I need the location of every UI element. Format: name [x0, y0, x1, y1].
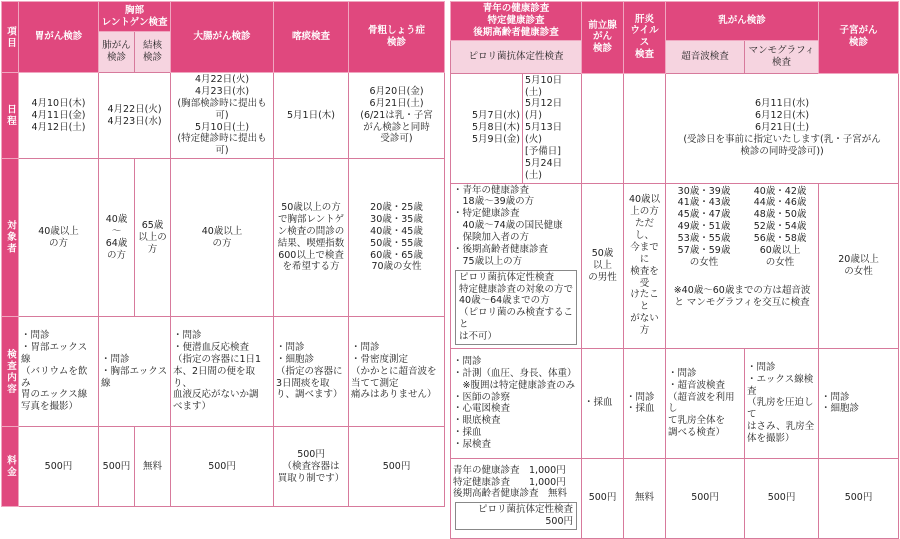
nittei-igan: 4月10日(木) 4月11日(金) 4月12日(土) [19, 73, 99, 159]
kensa-zenritsu: ・採血 [582, 348, 624, 458]
ryokin-shikyu: 500円 [819, 458, 899, 538]
ryokin-mammo: 500円 [745, 458, 819, 538]
header-pylori: ピロリ菌抗体定性検査 [451, 40, 582, 73]
nittei-kenko-b: 5月10日(土) 5月12日(月) 5月13日(火) [予備日] 5月24日(土) [523, 73, 582, 183]
kensa-kyobu: ・問診 ・胸部エックス線 [99, 317, 171, 427]
header-kyobu: 胸部 レントゲン検査 [99, 2, 171, 32]
taisho-kotsuso: 20歳・25歳 30歳・35歳 40歳・45歳 50歳・55歳 60歳・65歳 70歳の女性 [349, 159, 445, 317]
taisho-daicho: 40歳以上 の方 [171, 159, 274, 317]
taisho-nyugan-note: ※40歳～60歳までの方は超音波 と マンモグラフィを交互に検査 [673, 284, 811, 308]
header-igan: 胃がん検診 [19, 2, 99, 73]
row-label-kensa: 検査内容 [2, 317, 19, 427]
kensa-kotsuso: ・問診 ・骨密度測定 （かかとに超音波を 当てて測定 痛みはありません） [349, 317, 445, 427]
taisho-kenko: ・青年の健康診査 18歳～39歳の方 ・特定健康診査 40歳～74歳の国民健康 保険加入者の方 ・後期高齢者健康診査 75歳以上の方 [453, 184, 563, 267]
kensa-kanen: ・問診 ・採血 [624, 348, 666, 458]
ryokin-haigan: 500円 [99, 427, 135, 507]
ryokin-zenritsu: 500円 [582, 458, 624, 538]
header-kakutan: 喀痰検査 [274, 2, 349, 73]
kensa-daicho: ・問診 ・便潜血反応検査 （指定の容器に1日1 本、2日間の便を取り、 血液反応がないか調 べます） [171, 317, 274, 427]
row-label-ryokin: 料金 [2, 427, 19, 507]
ryokin-pylori-note: ピロリ菌抗体定性検査 500円 [455, 502, 577, 530]
taisho-zenritsu: 50歳 以上 の男性 [582, 183, 624, 348]
taisho-shikyu: 20歳以上 の女性 [819, 183, 899, 348]
nittei-zenritsu [582, 73, 624, 183]
nittei-daicho: 4月22日(火) 4月23日(水) (胸部検診時に提出も可) 5月10日(土) (特定健診時に提出も可) [171, 73, 274, 159]
taisho-kekkaku: 65歳 以上の 方 [135, 159, 171, 317]
header-kotsuso: 骨粗しょう症 検診 [349, 2, 445, 73]
kensa-igan: ・問診 ・胃部エックス線 （バリウムを飲み 胃のエックス線 写真を撮影） [19, 317, 99, 427]
left-table [1, 1, 445, 507]
header-kenko: 青年の健康診査 特定健康診査 後期高齢者健康診査 [451, 2, 582, 41]
row-label-nittei: 日程 [2, 73, 19, 159]
header-shikyu: 子宮がん 検診 [819, 2, 899, 74]
taisho-nyugan-cell [666, 183, 819, 348]
koumoku-label: 項目 [2, 2, 19, 73]
taisho-nyugan-ages [666, 186, 818, 269]
header-haigan: 肺がん 検診 [99, 32, 135, 73]
nittei-kenko-a: 5月7日(水) 5月8日(木) 5月9日(金) [451, 73, 523, 183]
kensa-shikyu: ・問診 ・細胞診 [819, 348, 899, 458]
ryokin-kekkaku: 無料 [135, 427, 171, 507]
header-daicho: 大腸がん検診 [171, 2, 274, 73]
header-kekkaku: 結核 検診 [135, 32, 171, 73]
taisho-kakutan: 50歳以上の方 で胸部レントゲ ン検査の問診の 結果、喫煙指数 600以上で検査 を希望する方 [274, 159, 349, 317]
ryokin-choonpa: 500円 [666, 458, 745, 538]
row-label-taisho: 対象者 [2, 159, 19, 317]
taisho-kanen: 40歳以 上の方 ただし、 今までに 検査を受 けたこと がない方 [624, 183, 666, 348]
taisho-haigan: 40歳～ 64歳 の方 [99, 159, 135, 317]
taisho-mammo: 40歳・42歳 44歳・46歳 48歳・50歳 52歳・54歳 56歳・58歳 60歳以上 の女性 [753, 185, 807, 268]
taisho-choonpa: 30歳・39歳 41歳・43歳 45歳・47歳 49歳・51歳 53歳・55歳 57歳・59歳 の女性 [677, 185, 731, 268]
header-zenritsu: 前立腺 がん 検診 [582, 2, 624, 74]
header-nyugan: 乳がん検診 [666, 2, 819, 41]
nittei-kotsuso: 6月20日(金) 6月21日(土) (6/21は乳・子宮 がん検診と同時 受診可) [349, 73, 445, 159]
nittei-kyobu: 4月22日(火) 4月23日(水) [99, 73, 171, 159]
kensa-kenko: ・問診 ・計測（血圧、身長、体重） ※腹囲は特定健康診査のみ ・医師の診察 ・心電図検査 ・眼底検査 ・採血 ・尿検査 [451, 348, 582, 458]
ryokin-kakutan: 500円 （検査容器は 買取り制です） [274, 427, 349, 507]
ryokin-kenko-cell [451, 458, 582, 538]
nittei-kakutan: 5月1日(木) [274, 73, 349, 159]
taisho-pylori-note: ピロリ菌抗体定性検査 特定健康診査の対象の方で 40歳～64歳までの方 （ピロリ菌のみ検査すること は不可） [455, 270, 577, 345]
header-kanen: 肝炎 ウイルス 検査 [624, 2, 666, 74]
kensa-kakutan: ・問診 ・細胞診 （指定の容器に 3日間痰を取 り、調べます） [274, 317, 349, 427]
kensa-mammo: ・問診 ・エックス線検査 （乳房を圧迫して はさみ、乳房全 体を撮影） [745, 348, 819, 458]
ryokin-kotsuso: 500円 [349, 427, 445, 507]
nittei-nyugan: 6月11日(水) 6月12日(木) 6月21日(土) (受診日を事前に指定いたします(乳・子宮がん 検診の同時受診可)) [666, 73, 899, 183]
nittei-kanen [624, 73, 666, 183]
kensa-choonpa: ・問診 ・超音波検査 （超音波を利用し て乳房全体を 調べる検査） [666, 348, 745, 458]
right-table [450, 1, 899, 539]
taisho-kenko-cell [451, 183, 582, 348]
ryokin-igan: 500円 [19, 427, 99, 507]
ryokin-kenko: 青年の健康診査 1,000円 特定健康診査 1,000円 後期高齢者健康診査 無料 [453, 464, 568, 500]
header-choonpa: 超音波検査 [666, 40, 745, 73]
ryokin-daicho: 500円 [171, 427, 274, 507]
header-mammo: マンモグラフィ 検査 [745, 40, 819, 73]
taisho-igan: 40歳以上 の方 [19, 159, 99, 317]
ryokin-kanen: 無料 [624, 458, 666, 538]
